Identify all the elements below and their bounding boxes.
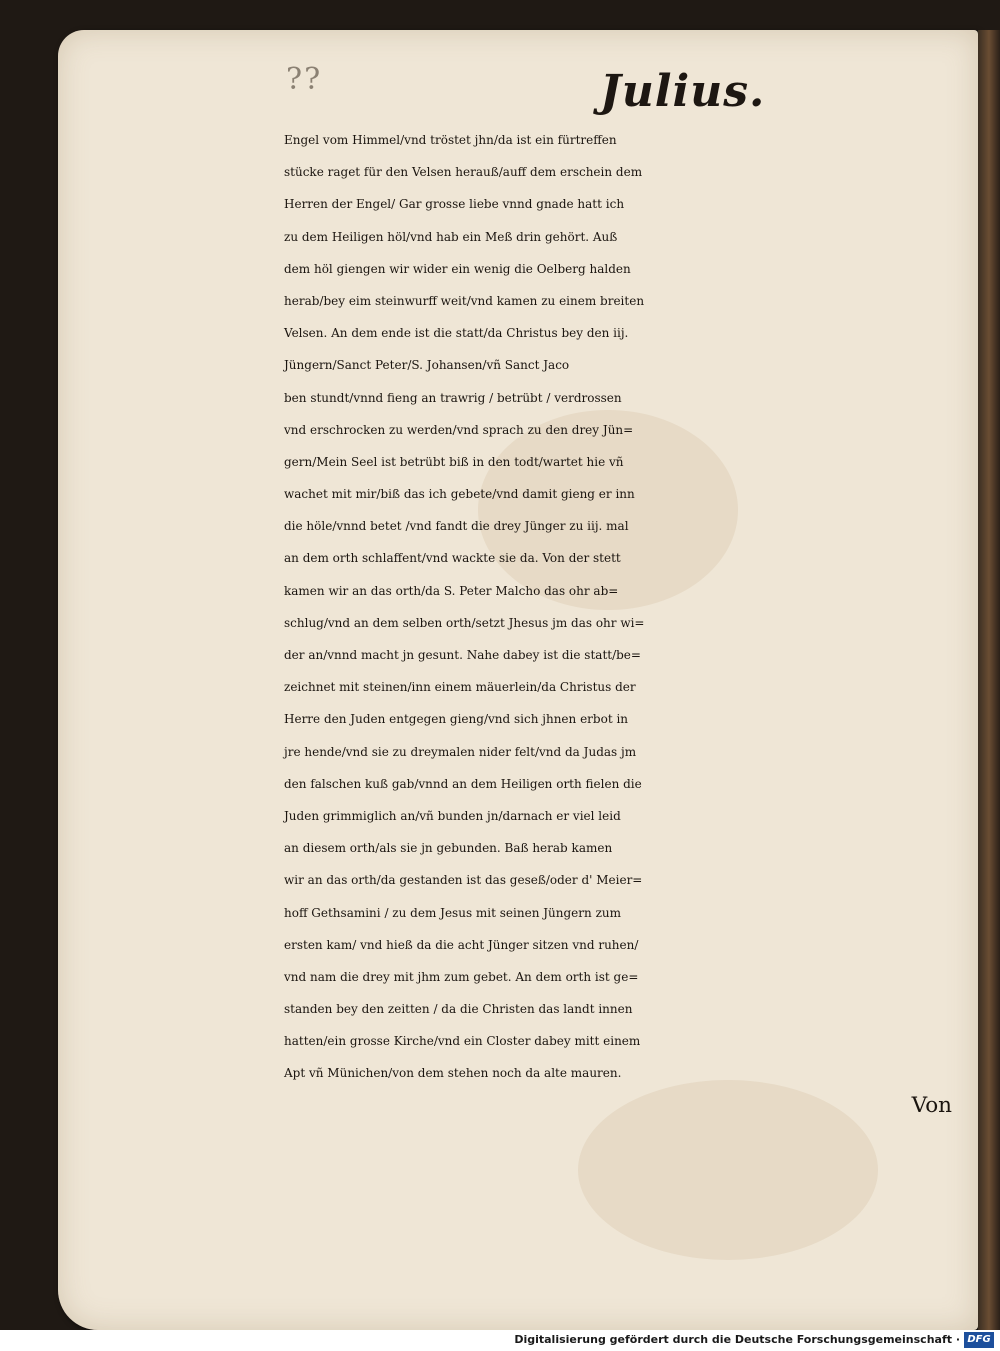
text-line: Herre den Juden entgegen gieng/vnd sich jhnen erbot in [284, 712, 629, 727]
text-line: an dem orth schlaffent/vnd wackte sie da. Von der stett [284, 551, 621, 566]
text-line: ben stundt/vnnd fieng an trawrig / betrübt / verdrossen [284, 390, 622, 405]
text-line: an diesem orth/als sie jn gebunden. Baß herab kamen [284, 841, 613, 856]
page-corner-mark: ?? [286, 62, 323, 97]
text-line: wir an das orth/da gestanden ist das geseß/oder d' Meier= [284, 873, 643, 888]
body-text [284, 124, 964, 1122]
footer-bar [0, 1330, 1000, 1351]
dfg-logo: DFG [964, 1332, 994, 1348]
text-line: Engel vom Himmel/vnd tröstet jhn/da ist ein fürtreffen [284, 133, 617, 147]
text-line: zu dem Heiligen höl/vnd hab ein Meß drin gehört. Auß [284, 229, 618, 244]
text-line: dem höl giengen wir wider ein wenig die Oelberg halden [284, 261, 631, 276]
text-line: ersten kam/ vnd hieß da die acht Jünger sitzen vnd ruhen/ [284, 937, 639, 952]
text-line: Juden grimmiglich an/vñ bunden jn/darnach er viel leid [284, 808, 621, 823]
text-line: stücke raget für den Velsen herauß/auff dem erschein dem [284, 165, 643, 180]
text-line: Velsen. An dem ende ist die statt/da Christus bey den iij. [284, 326, 629, 341]
text-line: kamen wir an das orth/da S. Peter Malcho das ohr ab= [284, 583, 619, 598]
text-line: hatten/ein grosse Kirche/vnd ein Closter dabey mitt einem [284, 1034, 641, 1049]
text-line: Jüngern/Sanct Peter/S. Johansen/vñ Sanct Jaco [284, 358, 570, 373]
funding-credit: Digitalisierung gefördert durch die Deutsche Forschungsgemeinschaft · [514, 1333, 960, 1346]
text-line: den falschen kuß gab/vnnd an dem Heiligen orth fielen die [284, 776, 642, 791]
text-line: vnd nam die drey mit jhm zum gebet. An dem orth ist ge= [284, 969, 639, 984]
text-line: zeichnet mit steinen/inn einem mäuerlein/da Christus der [284, 680, 636, 695]
text-line: jre hende/vnd sie zu dreymalen nider felt/vnd da Judas jm [284, 744, 637, 759]
text-line: herab/bey eim steinwurff weit/vnd kamen zu einem breiten [284, 293, 645, 308]
text-line: die höle/vnnd betet /vnd fandt die drey Jünger zu iij. mal [284, 519, 629, 534]
text-line: vnd erschrocken zu werden/vnd sprach zu den drey Jün= [284, 422, 634, 437]
book-edge [978, 30, 1000, 1330]
text-line: standen bey den zeitten / da die Christen das landt innen [284, 1002, 633, 1017]
catchword: Von [911, 1092, 952, 1118]
text-line: schlug/vnd an dem selben orth/setzt Jhesus jm das ohr wi= [284, 615, 645, 630]
text-line: der an/vnnd macht jn gesunt. Nahe dabey ist die statt/be= [284, 648, 641, 662]
running-head: Julius. [600, 66, 766, 117]
text-line: hoff Gethsamini / zu dem Jesus mit seinen Jüngern zum [284, 905, 621, 920]
text-line: gern/Mein Seel ist betrübt biß in den todt/wartet hie vñ [284, 454, 624, 469]
text-line: Apt vñ Münichen/von dem stehen noch da alte mauren. [284, 1066, 622, 1081]
text-line: wachet mit mir/biß das ich gebete/vnd damit gieng er inn [284, 487, 635, 502]
text-line: Herren der Engel/ Gar grosse liebe vnnd gnade hatt ich [284, 197, 625, 212]
